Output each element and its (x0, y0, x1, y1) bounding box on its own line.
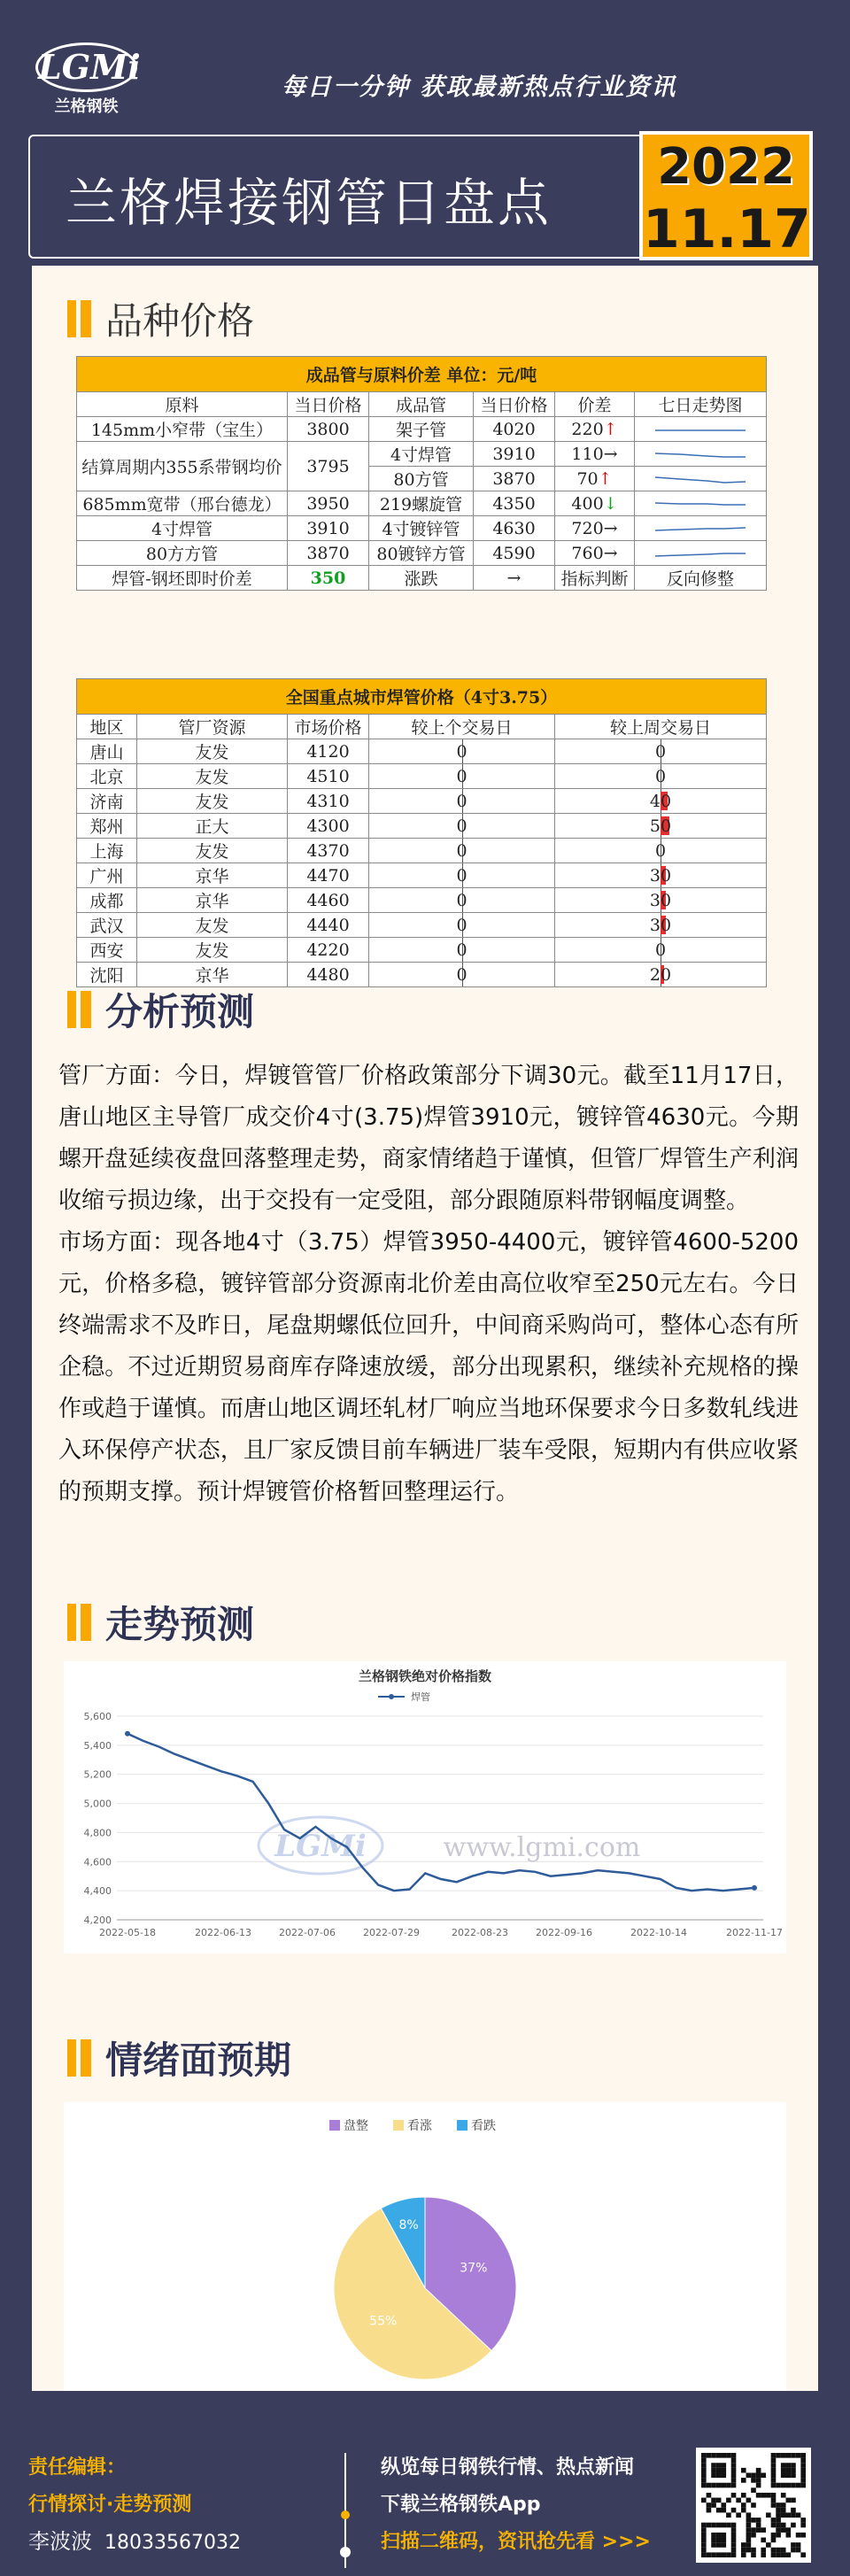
mill-resource: 京华 (137, 888, 288, 913)
mill-resource: 友发 (137, 764, 288, 789)
city: 济南 (77, 789, 137, 814)
editor-role: 行情探讨·走势预测 (28, 2494, 192, 2516)
raw-price: 3870 (288, 541, 369, 566)
market-price: 4300 (288, 814, 369, 839)
column-header: 较上个交易日 (369, 715, 555, 739)
section-trend-heading (67, 1596, 254, 1649)
x-tick-label: 2022-09-16 (536, 1927, 592, 1938)
change-vs-prev-week: 20 (555, 963, 767, 987)
section-title: 品种价格 (105, 299, 255, 343)
table-row (77, 516, 767, 541)
mill-resource: 友发 (137, 739, 288, 764)
raw-material: 结算周期内355系带钢均价 (77, 442, 288, 491)
page-title: 兰格焊接钢管日盘点 (66, 173, 552, 233)
legend-swatch (457, 2120, 468, 2131)
mill-resource: 京华 (137, 963, 288, 987)
raw-price: 3795 (288, 442, 369, 491)
column-header: 较上周交易日 (555, 715, 767, 739)
judge-value: 反向修整 (635, 566, 767, 591)
city-price-table (76, 678, 767, 987)
change-vs-prev-day: 0 (369, 739, 555, 764)
product: 80镀锌方管 (369, 541, 474, 566)
city: 北京 (77, 764, 137, 789)
raw-price: 3910 (288, 516, 369, 541)
change-vs-prev-day: 0 (369, 963, 555, 987)
column-header: 当日价格 (288, 392, 369, 417)
promo-line-2: 下载兰格钢铁App (381, 2494, 541, 2516)
market-price: 4470 (288, 863, 369, 888)
x-tick-label: 2022-10-14 (630, 1927, 687, 1938)
change-vs-prev-week: 30 (555, 888, 767, 913)
change-vs-prev-week: 30 (555, 863, 767, 888)
mill-resource: 友发 (137, 938, 288, 963)
raw-price: 3800 (288, 417, 369, 442)
qr-code-icon[interactable] (696, 2448, 811, 2563)
market-price: 4510 (288, 764, 369, 789)
logo-mark: LGMi (35, 43, 137, 92)
spread: 70↑ (555, 467, 635, 491)
product-price: 4630 (474, 516, 555, 541)
section-title: 分析预测 (105, 990, 255, 1033)
market-price: 4120 (288, 739, 369, 764)
price-index-chart (64, 1661, 786, 1953)
raw-material: 685mm宽带（邢台德龙） (77, 491, 288, 516)
spread-label: 焊管-钢坯即时价差 (77, 566, 288, 591)
market-price: 4440 (288, 913, 369, 938)
column-header: 管厂资源 (137, 715, 288, 739)
mill-resource: 京华 (137, 863, 288, 888)
y-tick-label: 4,600 (83, 1856, 112, 1868)
spread: 760→ (555, 541, 635, 566)
series-end-point (752, 1885, 757, 1891)
city: 成都 (77, 888, 137, 913)
legend-label: 看跌 (471, 2119, 496, 2133)
mill-resource: 友发 (137, 789, 288, 814)
market-price: 4370 (288, 839, 369, 863)
table-row (77, 491, 767, 516)
change-label: 涨跌 (369, 566, 474, 591)
section-analysis-heading (67, 983, 254, 1036)
legend-label: 看涨 (407, 2119, 432, 2133)
x-tick-label: 2022-08-23 (452, 1927, 508, 1938)
product: 219螺旋管 (369, 491, 474, 516)
table-row (77, 814, 767, 839)
editor-info (28, 2449, 241, 2562)
product-price: 3870 (474, 467, 555, 491)
column-header: 成品管 (369, 392, 474, 417)
raw-price: 3950 (288, 491, 369, 516)
section-sentiment-heading (67, 2031, 291, 2085)
spread-value: 350 (288, 566, 369, 591)
city: 广州 (77, 863, 137, 888)
y-tick-label: 4,800 (83, 1827, 112, 1839)
spread: 110→ (555, 442, 635, 467)
chart-title: 兰格钢铁绝对价格指数 (358, 1668, 492, 1684)
city: 沈阳 (77, 963, 137, 987)
x-tick-label: 2022-07-29 (363, 1927, 420, 1938)
watermark-text: www.lgmi.com (443, 1832, 641, 1863)
table-row (77, 863, 767, 888)
column-header: 地区 (77, 715, 137, 739)
legend-dot (389, 1694, 394, 1699)
table-header: 全国重点城市焊管价格（4寸3.75） (77, 679, 767, 715)
change-vs-prev-day: 0 (369, 888, 555, 913)
table-row (77, 913, 767, 938)
slice-label: 37% (460, 2261, 488, 2276)
sparkline (635, 516, 767, 541)
product: 80方管 (369, 467, 474, 491)
arrow-right-icon: → (603, 444, 618, 464)
product: 4寸焊管 (369, 442, 474, 467)
market-price: 4460 (288, 888, 369, 913)
market-price: 4220 (288, 938, 369, 963)
change-vs-prev-day: 0 (369, 814, 555, 839)
mill-resource: 友发 (137, 839, 288, 863)
mill-resource: 友发 (137, 913, 288, 938)
legend-swatch (393, 2120, 404, 2131)
city: 上海 (77, 839, 137, 863)
table-footer-row (77, 566, 767, 591)
product-price: 4590 (474, 541, 555, 566)
column-header: 原料 (77, 392, 288, 417)
change-value: → (474, 566, 555, 591)
sparkline (635, 417, 767, 442)
city: 唐山 (77, 739, 137, 764)
y-tick-label: 5,000 (83, 1798, 112, 1810)
y-tick-label: 5,200 (83, 1768, 112, 1781)
spread: 220↑ (555, 417, 635, 442)
change-vs-prev-week: 30 (555, 913, 767, 938)
change-vs-prev-day: 0 (369, 938, 555, 963)
column-header: 当日价格 (474, 392, 555, 417)
y-tick-label: 5,600 (83, 1711, 112, 1722)
table-row (77, 789, 767, 814)
pie-chart-svg (64, 2102, 786, 2391)
promo-line-1: 纵览每日钢铁行情、热点新闻 (381, 2456, 635, 2479)
spread: 400↓ (555, 491, 635, 516)
raw-material: 145mm小窄带（宝生） (77, 417, 288, 442)
analysis-text (58, 1056, 799, 1513)
change-vs-prev-week: 0 (555, 764, 767, 789)
slice-label: 55% (369, 2314, 398, 2329)
city: 西安 (77, 938, 137, 963)
change-vs-prev-week: 0 (555, 938, 767, 963)
price-spread-table (76, 356, 767, 591)
page-header (0, 0, 850, 133)
table-row (77, 541, 767, 566)
table-row (77, 839, 767, 863)
market-price: 4480 (288, 963, 369, 987)
city: 郑州 (77, 814, 137, 839)
series-line-welded-pipe (128, 1734, 754, 1891)
arrow-up-icon: ↑ (603, 419, 618, 439)
legend-label: 盘整 (344, 2119, 368, 2133)
x-tick-label: 2022-07-06 (279, 1927, 336, 1938)
slogan: 每日一分钟 获取最新热点行业资讯 (282, 73, 677, 101)
table-row (77, 888, 767, 913)
date-month-day: 11.17 (643, 198, 811, 260)
y-tick-label: 4,400 (83, 1885, 112, 1898)
change-vs-prev-week: 50 (555, 814, 767, 839)
editor-label: 责任编辑： (28, 2456, 127, 2479)
divider-line-icon (328, 2453, 363, 2568)
page-footer (0, 2417, 850, 2576)
app-promo (381, 2449, 651, 2561)
lgmi-logo (35, 43, 141, 116)
x-tick-label: 2022-05-18 (99, 1927, 156, 1938)
spread: 720→ (555, 516, 635, 541)
column-header: 市场价格 (288, 715, 369, 739)
change-vs-prev-day: 0 (369, 913, 555, 938)
series-start-point (125, 1731, 130, 1737)
raw-material: 4寸焊管 (77, 516, 288, 541)
table-row (77, 938, 767, 963)
change-vs-prev-day: 0 (369, 764, 555, 789)
watermark-logo-text: LGMi (274, 1829, 367, 1864)
change-vs-prev-day: 0 (369, 789, 555, 814)
city: 武汉 (77, 913, 137, 938)
change-vs-prev-week: 0 (555, 839, 767, 863)
arrow-down-icon: ↓ (603, 493, 618, 514)
sparkline (635, 442, 767, 467)
analysis-paragraph-mill: 管厂方面：今日，焊镀管管厂价格政策部分下调30元。截至11月17日，唐山地区主导管厂成交价4寸(3.75)焊管3910元，镀锌管4630元。今期螺开盘延续夜盘回落整理走势，商家情绪趋于谨慎，但管厂焊管生产利润收缩亏损边缘，出于交投有一定受阻，部分跟随原料带钢幅度调整。 (58, 1063, 799, 1214)
table-row (77, 739, 767, 764)
change-vs-prev-day: 0 (369, 863, 555, 888)
product-price: 4020 (474, 417, 555, 442)
legend-swatch (329, 2120, 340, 2131)
sentiment-pie-chart (64, 2102, 786, 2391)
judge-label: 指标判断 (555, 566, 635, 591)
product: 4寸镀锌管 (369, 516, 474, 541)
section-title: 走势预测 (105, 1603, 255, 1646)
product-price: 3910 (474, 442, 555, 467)
y-tick-label: 4,200 (83, 1915, 112, 1926)
sparkline (635, 467, 767, 491)
raw-material: 80方方管 (77, 541, 288, 566)
arrow-up-icon: ↑ (598, 468, 613, 489)
legend-label: 焊管 (411, 1691, 430, 1703)
section-prices-heading (67, 292, 254, 345)
change-vs-prev-day: 0 (369, 839, 555, 863)
logo-subtitle: 兰格钢铁 (54, 97, 119, 116)
table-row (77, 764, 767, 789)
arrow-right-icon: → (603, 518, 618, 538)
x-tick-label: 2022-06-13 (195, 1927, 251, 1938)
arrow-right-icon: → (603, 543, 618, 563)
date-badge (639, 131, 813, 260)
product: 架子管 (369, 417, 474, 442)
sparkline (635, 541, 767, 566)
column-header: 价差 (555, 392, 635, 417)
section-title: 情绪面预期 (105, 2038, 292, 2082)
change-vs-prev-week: 40 (555, 789, 767, 814)
table-row (77, 417, 767, 442)
date-year: 2022 (657, 138, 795, 196)
market-price: 4310 (288, 789, 369, 814)
editor-phone: 18033567032 (104, 2532, 241, 2554)
slice-label: 8% (398, 2218, 419, 2233)
table-header: 成品管与原料价差 单位：元/吨 (77, 357, 767, 392)
line-chart-svg (64, 1661, 786, 1953)
change-vs-prev-week: 0 (555, 739, 767, 764)
analysis-paragraph-market: 市场方面：现各地4寸（3.75）焊管3950-4400元，镀锌管4600-5200元，价格多稳，镀锌管部分资源南北价差由高位收窄至250元左右。今日终端需求不及昨日，尾盘期螺低位回升，中间商采购尚可，整体心态有所企稳。不过近期贸易商库存降速放缓，部分出现累积，继续补充规格的操作或趋于谨慎。而唐山地区调坯轧材厂响应当地环保要求今日多数轧线进入环保停产状态，且厂家反馈目前车辆进厂装车受限，短期内有供应收紧的预期支撑。预计焊镀管价格暂回整理运行。 (58, 1229, 799, 1505)
mill-resource: 正大 (137, 814, 288, 839)
editor-name: 李波波 (28, 2529, 92, 2554)
sparkline (635, 491, 767, 516)
product-price: 4350 (474, 491, 555, 516)
table-row (77, 442, 767, 467)
x-tick-label: 2022-11-17 (726, 1927, 783, 1938)
promo-line-3: 扫描二维码，资讯抢先看 >>> (381, 2531, 651, 2553)
content-panel (32, 266, 818, 2391)
column-header: 七日走势图 (635, 392, 767, 417)
y-tick-label: 5,400 (83, 1739, 112, 1752)
